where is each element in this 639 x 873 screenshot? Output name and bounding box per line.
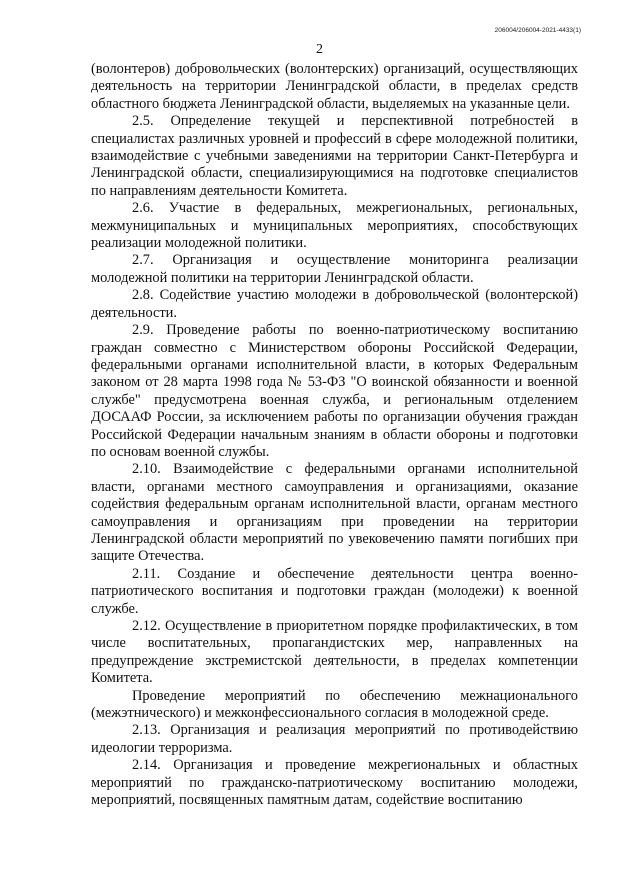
paragraph-2-8: 2.8. Содействие участию молодежи в добровольческой (волонтерской) деятельности. bbox=[91, 287, 578, 321]
paragraph-continuation: (волонтеров) добровольческих (волонтерских) организаций, осуществляющих деятельность на территории Ленинградской области, в пределах средств областного бюджета Ленинградской области, выделяемых на указанные цели. bbox=[91, 61, 578, 112]
paragraph-2-5: 2.5. Определение текущей и перспективной потребностей в специалистах различных уровней и профессий в сфере молодежной политики, взаимодействие с учебными заведениями на территории Санкт-Петербурга и Ленинградской области, специализирующимися на подготовке специалистов по направлениям деятельности Комитета. bbox=[91, 113, 578, 199]
paragraph-2-11: 2.11. Создание и обеспечение деятельности центра военно-патриотического воспитания и подготовки граждан (молодежи) к военной службе. bbox=[91, 565, 578, 617]
paragraph-2-9: 2.9. Проведение работы по военно-патриотическому воспитанию граждан совместно с Министерством обороны Российской Федерации, федеральными органами исполнительной власти, в которых Федеральным законом от 28 марта 1998 года № 53-ФЗ "О воинской обязанности и военной службе" предусмотрена военная служба, и региональным отделением ДОСААФ России, за исключением работы по организации обучения граждан Российской Федерации начальным знаниям в области обороны и подготовки по основам военной службы. bbox=[91, 322, 578, 460]
paragraph-2-6: 2.6. Участие в федеральных, межрегиональных, региональных, межмуниципальных и муниципальных мероприятиях, способствующих реализации молодежной политики. bbox=[91, 200, 578, 252]
paragraph-2-14: 2.14. Организация и проведение межрегиональных и областных мероприятий по гражданско-патриотическому воспитанию молодежи, мероприятий, посвященных памятным датам, содействие воспитанию bbox=[91, 757, 578, 809]
paragraph-2-12: 2.12. Осуществление в приоритетном порядке профилактических, в том числе воспитательных, пропагандистских мер, направленных на предупреждение экстремистской деятельности, в пределах компетенции Комитета. bbox=[91, 618, 578, 687]
paragraph-2-7: 2.7. Организация и осуществление мониторинга реализации молодежной политики на территории Ленинградской области. bbox=[91, 252, 578, 286]
document-id: 206004/206004-2021-4433(1) bbox=[494, 27, 581, 34]
paragraph-2-10: 2.10. Взаимодействие с федеральными органами исполнительной власти, органами местного самоуправления и организациями, оказание содействия федеральным органам исполнительной власти, органам местного самоуправления и организациям при проведении на территории Ленинградской области мероприятий по увековечению памяти погибших при защите Отечества. bbox=[91, 461, 578, 565]
document-body bbox=[91, 61, 578, 809]
paragraph-2-13: 2.13. Организация и реализация мероприятий по противодействию идеологии терроризма. bbox=[91, 722, 578, 756]
paragraph-interethnic-harmony: Проведение мероприятий по обеспечению межнационального (межэтнического) и межконфессионального согласия в молодежной среде. bbox=[91, 687, 578, 722]
page-number: 2 bbox=[316, 42, 323, 57]
